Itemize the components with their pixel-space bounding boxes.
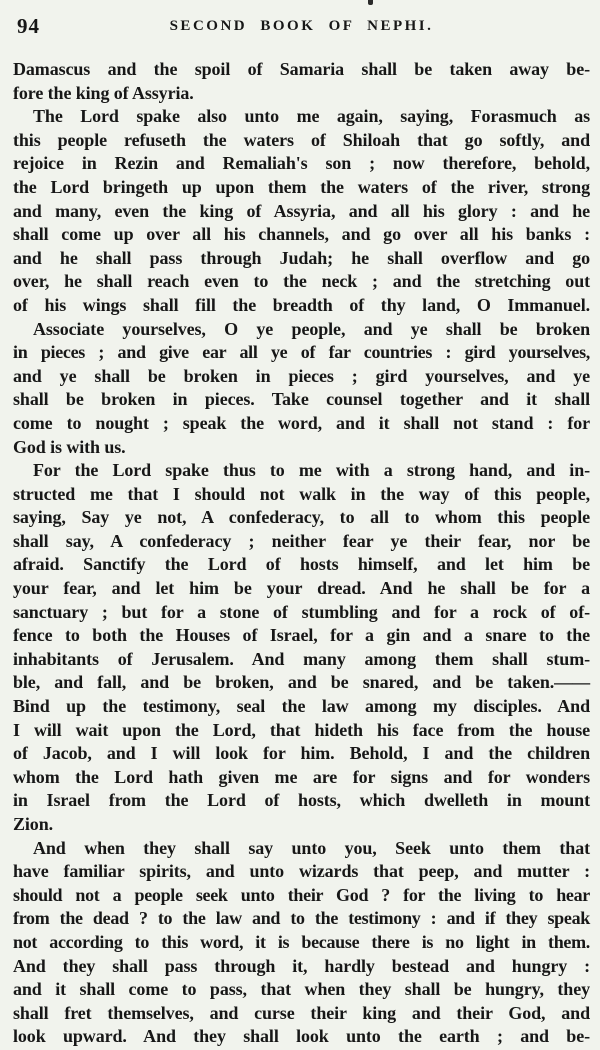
text-line: come to nought ; speak the word, and it shall not stand : for xyxy=(13,412,590,433)
text-line: afraid. Sanctify the Lord of hosts himself, and let him be xyxy=(13,554,590,575)
text-line: Associate yourselves, O ye people, and ye shall be broken xyxy=(33,318,590,339)
text-line: God is with us. xyxy=(13,436,126,457)
text-line: in pieces ; and give ear all ye of far countries : gird yourselves, xyxy=(13,342,590,363)
text-line: of Jacob, and I will look for him. Behold, I and the children xyxy=(13,743,590,764)
page-number: 94 xyxy=(17,14,40,38)
page-body xyxy=(13,58,590,1049)
page-header xyxy=(13,14,590,40)
text-line: shall come up over all his channels, and go over all his banks : xyxy=(13,224,590,245)
text-line: your fear, and let him be your dread. And he shall be for a xyxy=(13,578,590,599)
text-line: shall fret themselves, and curse their king and their God, and xyxy=(13,1002,590,1023)
text-line: and many, even the king of Assyria, and all his glory : and he xyxy=(13,200,590,221)
text-line: and it shall come to pass, that when they shall be hungry, they xyxy=(13,979,590,1000)
text-line: should not a people seek unto their God ? for the living to hear xyxy=(13,884,590,905)
text-line: fence to both the Houses of Israel, for a gin and a snare to the xyxy=(13,625,590,646)
running-title: SECOND BOOK OF NEPHI. xyxy=(169,18,434,34)
text-line: saying, Say ye not, A confederacy, to all to whom this people xyxy=(13,507,590,528)
text-line: have familiar spirits, and unto wizards that peep, and mutter : xyxy=(13,861,590,882)
text-line: And when they shall say unto you, Seek unto them that xyxy=(33,837,590,858)
text-line: The Lord spake also unto me again, saying, Forasmuch as xyxy=(33,106,590,127)
text-line: over, he shall reach even to the neck ; and the stretching out xyxy=(13,271,590,292)
text-line: whom the Lord hath given me are for signs and for wonders xyxy=(13,766,590,787)
text-line: inhabitants of Jerusalem. And many among them shall stum- xyxy=(13,648,590,669)
text-line: structed me that I should not walk in the way of this people, xyxy=(13,483,590,504)
text-line: from the dead ? to the law and to the testimony : and if they speak xyxy=(13,908,590,929)
text-line: and ye shall be broken in pieces ; gird yourselves, and ye xyxy=(13,365,590,386)
text-line: ble, and fall, and be broken, and be snared, and be taken.—— xyxy=(13,672,590,693)
text-line: not according to this word, it is because there is no light in them. xyxy=(13,931,590,952)
text-line: I will wait upon the Lord, that hideth his face from the house xyxy=(13,719,590,740)
text-line: Damascus and the spoil of Samaria shall be taken away be- xyxy=(13,59,590,79)
scan-speck xyxy=(368,0,373,5)
text-line: shall be broken in pieces. Take counsel together and it shall xyxy=(13,389,590,410)
text-line: sanctuary ; but for a stone of stumbling and for a rock of of- xyxy=(13,601,590,622)
text-line: of his wings shall fill the breadth of thy land, O Immanuel. xyxy=(13,294,590,315)
text-line: shall say, A confederacy ; neither fear ye their fear, nor be xyxy=(13,530,590,551)
text-line: this people refuseth the waters of Shiloah that go softly, and xyxy=(13,129,590,150)
text-line: rejoice in Rezin and Remaliah's son ; now therefore, behold, xyxy=(13,153,590,174)
text-line: in Israel from the Lord of hosts, which dwelleth in mount xyxy=(13,790,590,811)
text-line: And they shall pass through it, hardly bestead and hungry : xyxy=(13,955,590,976)
text-line: Zion. xyxy=(13,814,54,834)
text-line: For the Lord spake thus to me with a strong hand, and in- xyxy=(33,460,590,481)
text-line: look upward. And they shall look unto the earth ; and be- xyxy=(13,1026,590,1047)
text-line: the Lord bringeth up upon them the waters of the river, strong xyxy=(13,176,590,197)
text-line: Bind up the testimony, seal the law among my disciples. And xyxy=(13,696,590,717)
text-line: fore the king of Assyria. xyxy=(13,82,194,103)
text-line: and he shall pass through Judah; he shall overflow and go xyxy=(13,247,590,268)
